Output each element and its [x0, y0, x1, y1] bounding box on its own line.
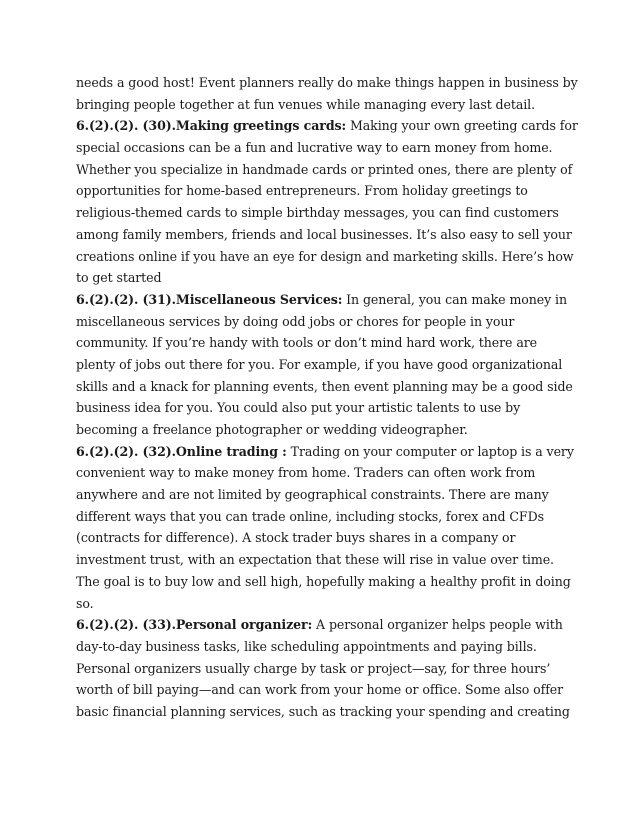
body-text-line	[76, 202, 568, 224]
document-page	[76, 72, 578, 723]
line-text: different ways that you can trade online, including stocks, forex and CFDs	[76, 508, 544, 524]
line-text: community. If you’re handy with tools or don’t mind hard work, there are	[76, 335, 537, 351]
line-text: so.	[76, 595, 94, 611]
body-text-line	[76, 484, 568, 506]
section-heading-line	[76, 289, 568, 311]
line-text: skills and a knack for planning events, then event planning may be a good side	[76, 378, 573, 394]
line-text: needs a good host! Event planners really do make things happen in business by	[76, 75, 578, 90]
body-text-line	[76, 376, 573, 398]
body-text-line	[76, 94, 568, 116]
line-text: to get started	[76, 270, 162, 286]
line-text: Personal organizers usually charge by task or project—say, for three hours’	[76, 660, 551, 676]
body-text-line	[76, 701, 568, 723]
section-heading-32: 6.(2).(2). (32).Online trading :	[76, 443, 287, 459]
line-text: day-to-day business tasks, like scheduling appointments and paying bills.	[76, 638, 537, 654]
body-text-line	[76, 354, 568, 376]
body-text-line	[76, 419, 568, 441]
line-text: opportunities for home-based entrepreneurs. From holiday greetings to	[76, 183, 528, 199]
line-text: business idea for you. You could also put your artistic talents to use by	[76, 400, 521, 416]
body-text-line	[76, 246, 574, 268]
line-text: In general, you can make money in	[342, 291, 567, 307]
section-heading-line	[76, 441, 574, 463]
line-text: (contracts for difference). A stock trader buys shares in a company or	[76, 530, 516, 546]
body-text-line	[76, 224, 572, 246]
line-text: convenient way to make money from home. Traders can often work from	[76, 465, 536, 481]
line-text: becoming a freelance photographer or wedding videographer.	[76, 422, 468, 437]
body-text-line	[76, 180, 568, 202]
body-text-line	[76, 462, 568, 484]
body-text-line	[76, 593, 568, 615]
line-text: bringing people together at fun venues while managing every last detail.	[76, 96, 536, 112]
section-heading-30: 6.(2).(2). (30).Making greetings cards:	[76, 118, 347, 134]
line-text: A personal organizer helps people with	[312, 617, 563, 633]
line-text: investment trust, with an expectation that these will rise in value over time.	[76, 552, 554, 568]
line-text: plenty of jobs out there for you. For example, if you have good organizational	[76, 356, 563, 372]
line-text: basic financial planning services, such as tracking your spending and creating	[76, 703, 570, 719]
body-text-line	[76, 549, 568, 571]
section-heading-31: 6.(2).(2). (31).Miscellaneous Services:	[76, 291, 343, 307]
body-text-line	[76, 159, 573, 181]
line-text: Trading on your computer or laptop is a very	[286, 443, 574, 459]
line-text: religious-themed cards to simple birthday messages, you can find customers	[76, 205, 559, 221]
line-text: The goal is to buy low and sell high, hopefully making a healthy profit in doing	[76, 573, 571, 589]
body-text-line	[76, 137, 568, 159]
body-text-line	[76, 267, 568, 289]
body-text-line	[76, 397, 568, 419]
section-heading-33: 6.(2).(2). (33).Personal organizer:	[76, 617, 313, 633]
body-text-line	[76, 571, 571, 593]
body-text-line	[76, 506, 568, 528]
body-text-line	[76, 332, 568, 354]
body-text-line	[76, 658, 568, 680]
line-text: worth of bill paying—and can work from your home or office. Some also offer	[76, 682, 564, 698]
body-text-line	[76, 679, 568, 701]
body-text-line	[76, 311, 568, 333]
line-text: special occasions can be a fun and lucrative way to earn money from home.	[76, 140, 553, 156]
line-text: among family members, friends and local businesses. It’s also easy to sell your	[76, 226, 572, 242]
body-text-line	[76, 527, 568, 549]
line-text: miscellaneous services by doing odd jobs or chores for people in your	[76, 313, 515, 329]
body-text-line	[76, 636, 568, 658]
line-text: Making your own greeting cards for	[346, 118, 578, 134]
section-heading-line	[76, 614, 568, 636]
line-text: creations online if you have an eye for design and marketing skills. Here’s how	[76, 248, 574, 264]
line-text: anywhere and are not limited by geographical constraints. There are many	[76, 487, 549, 503]
body-text-line	[76, 72, 578, 94]
line-text: Whether you specialize in handmade cards or printed ones, there are plenty of	[76, 161, 573, 177]
section-heading-line	[76, 115, 578, 137]
